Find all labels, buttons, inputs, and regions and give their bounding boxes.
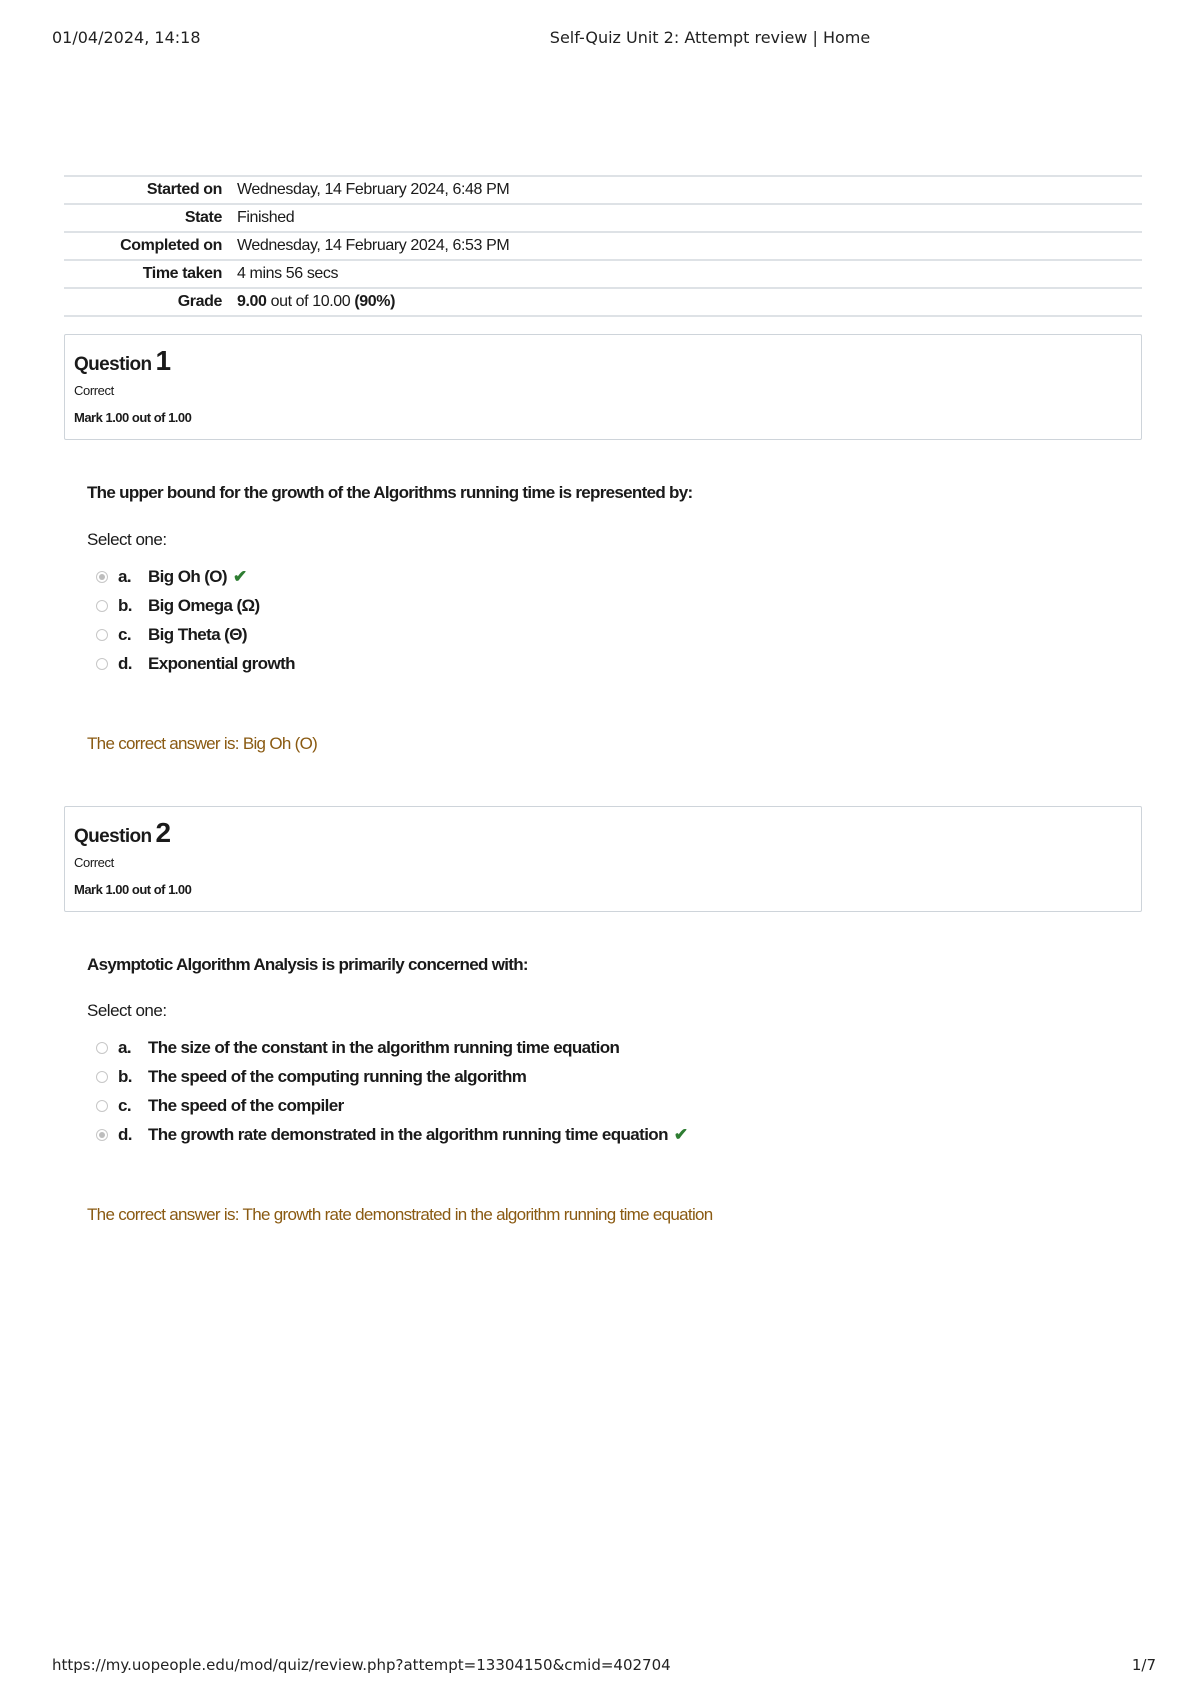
radio-button-selected[interactable] — [96, 1129, 108, 1141]
answer-option[interactable] — [96, 1033, 688, 1062]
answer-letter: d. — [118, 1124, 132, 1144]
print-datetime: 01/04/2024, 14:18 — [52, 28, 201, 47]
answer-option[interactable] — [96, 1091, 688, 1120]
print-footer — [0, 1656, 1200, 1680]
question-number: 2 — [155, 817, 171, 848]
summary-label: Grade — [177, 293, 222, 310]
grade-out-of: out of 10.00 — [266, 293, 355, 310]
answer-letter: a. — [118, 1037, 131, 1057]
radio-button-selected[interactable] — [96, 571, 108, 583]
summary-value: Wednesday, 14 February 2024, 6:53 PM — [237, 237, 510, 254]
correct-answer-feedback: The correct answer is: The growth rate demonstrated in the algorithm running time equation — [87, 1205, 713, 1224]
summary-label: Started on — [146, 181, 222, 198]
answer-text: Big Theta (Θ) — [148, 624, 247, 644]
question-info-box — [64, 806, 1142, 912]
radio-button[interactable] — [96, 1100, 108, 1112]
answer-option[interactable] — [96, 562, 295, 591]
summary-value: 4 mins 56 secs — [237, 265, 339, 282]
answer-option[interactable] — [96, 649, 295, 678]
answer-text: The growth rate demonstrated in the algorithm running time equation — [148, 1124, 668, 1144]
answer-text: The speed of the computing running the algorithm — [148, 1066, 527, 1086]
correct-answer-feedback: The correct answer is: Big Oh (O) — [87, 734, 318, 753]
question-heading — [74, 817, 171, 849]
grade-score: 9.00 — [237, 293, 267, 310]
summary-value — [237, 293, 1142, 311]
summary-row-time-taken — [64, 261, 1142, 289]
question-number: 1 — [155, 345, 171, 376]
answer-text: The speed of the compiler — [148, 1095, 344, 1115]
question-state: Correct — [74, 383, 114, 398]
answer-list — [96, 1033, 688, 1149]
summary-label: State — [184, 209, 222, 226]
check-icon: ✔ — [673, 1124, 688, 1144]
radio-button[interactable] — [96, 658, 108, 670]
answer-letter: b. — [118, 1066, 132, 1086]
select-one-prompt: Select one: — [87, 530, 167, 549]
answer-text: The size of the constant in the algorithm running time equation — [148, 1037, 620, 1057]
check-icon: ✔ — [232, 566, 247, 586]
summary-label: Time taken — [142, 265, 222, 282]
print-page-title: Self-Quiz Unit 2: Attempt review | Home — [549, 28, 871, 47]
answer-letter: c. — [118, 624, 131, 644]
answer-letter: d. — [118, 653, 132, 673]
question-grade: Mark 1.00 out of 1.00 — [74, 882, 192, 897]
question-info-box — [64, 334, 1142, 440]
question-label: Question — [74, 354, 152, 375]
answer-text: Big Omega (Ω) — [148, 595, 260, 615]
select-one-prompt: Select one: — [87, 1001, 167, 1020]
answer-letter: c. — [118, 1095, 131, 1115]
grade-percent: (90%) — [354, 293, 396, 310]
answer-option[interactable] — [96, 620, 295, 649]
answer-letter: a. — [118, 566, 131, 586]
answer-text: Exponential growth — [148, 653, 295, 673]
question-state: Correct — [74, 855, 114, 870]
summary-row-completed — [64, 233, 1142, 261]
question-label: Question — [74, 826, 152, 847]
radio-button[interactable] — [96, 629, 108, 641]
question-text: Asymptotic Algorithm Analysis is primarily concerned with: — [87, 955, 528, 974]
radio-button[interactable] — [96, 600, 108, 612]
attempt-summary-table — [64, 175, 1142, 317]
summary-value: Wednesday, 14 February 2024, 6:48 PM — [237, 181, 510, 198]
question-text: The upper bound for the growth of the Algorithms running time is represented by: — [87, 483, 693, 502]
radio-button[interactable] — [96, 1042, 108, 1054]
summary-value: Finished — [237, 209, 295, 226]
answer-letter: b. — [118, 595, 132, 615]
summary-label: Completed on — [120, 237, 222, 254]
print-header — [0, 28, 1200, 52]
page-url: https://my.uopeople.edu/mod/quiz/review.php?attempt=13304150&cmid=402704 — [52, 1656, 671, 1674]
question-grade: Mark 1.00 out of 1.00 — [74, 410, 192, 425]
answer-text: Big Oh (O) — [148, 566, 227, 586]
summary-row-started — [64, 177, 1142, 205]
question-heading — [74, 345, 171, 377]
page-number: 1/7 — [1131, 1656, 1156, 1674]
answer-option[interactable] — [96, 1120, 688, 1149]
answer-option[interactable] — [96, 591, 295, 620]
answer-list — [96, 562, 295, 678]
summary-row-grade — [64, 289, 1142, 317]
summary-row-state — [64, 205, 1142, 233]
answer-option[interactable] — [96, 1062, 688, 1091]
radio-button[interactable] — [96, 1071, 108, 1083]
